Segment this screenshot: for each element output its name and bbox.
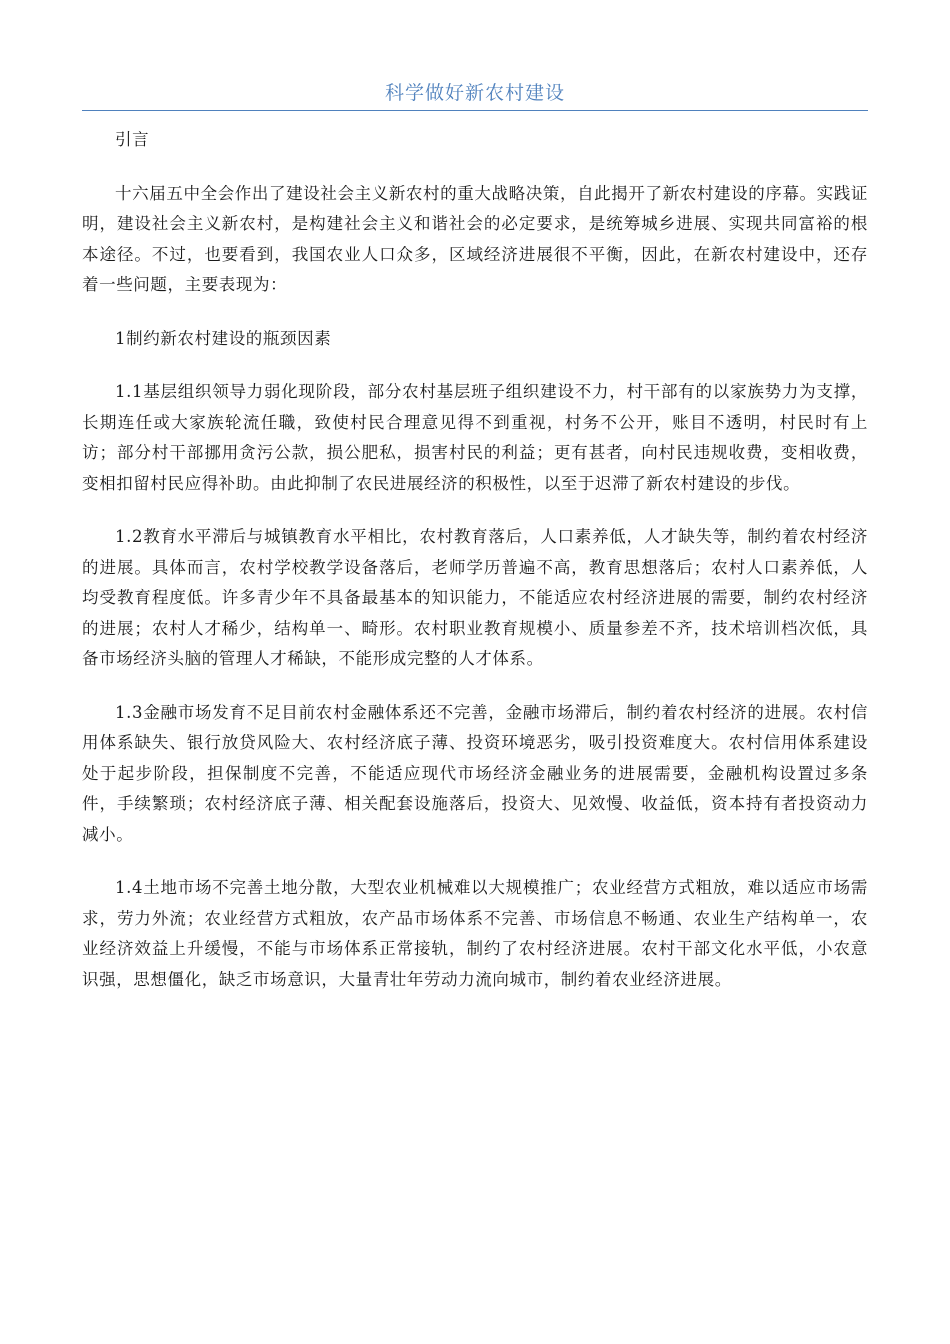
section-paragraph-1-2: 1.2教育水平滞后与城镇教育水平相比，农村教育落后，人口素养低，人才缺失等，制约着农村经济的进展。具体而言，农村学校教学设备落后，老师学历普遍不高，教育思想落后；农村人口素养低，人均受教育程度低。许多青少年不具备最基本的知识能力，不能适应农村经济进展的需要，制约农村经济的进展；农村人才稀少，结构单一、畸形。农村职业教育规模小、质量参差不齐，技术培训档次低，具备市场经济头脑的管理人才稀缺，不能形成完整的人才体系。 [82,527,868,668]
section-heading: 1制约新农村建设的瓶颈因素 [115,328,332,348]
document-title: 科学做好新农村建设 [384,82,565,104]
intro-paragraph: 十六届五中全会作出了建设社会主义新农村的重大战略决策，自此揭开了新农村建设的序幕。实践证明，建设社会主义新农村，是构建社会主义和谐社会的必定要求，是统筹城乡进展、实现共同富裕的根本途径。不过，也要看到，我国农业人口众多，区域经济进展很不平衡，因此，在新农村建设中，还存着一些问题，主要表现为： [82,183,868,294]
section-paragraph-1-4: 1.4土地市场不完善土地分散，大型农业机械难以大规模推广；农业经营方式粗放，难以适应市场需求，劳力外流；农业经营方式粗放，农产品市场体系不完善、市场信息不畅通、农业生产结构单一，农业经济效益上升缓慢，不能与市场体系正常接轨，制约了农村经济进展。农村干部文化水平低，小农意识强，思想僵化，缺乏市场意识，大量青壮年劳动力流向城市，制约着农业经济进展。 [82,878,868,989]
document-body [82,125,868,1018]
document-header [82,80,868,111]
section-paragraph-1-1: 1.1基层组织领导力弱化现阶段，部分农村基层班子组织建设不力，村干部有的以家族势力为支撑，长期连任或大家族轮流任職，致使村民合理意见得不到重视，村务不公开，账目不透明，村民时有上访；部分村干部挪用贪污公款，损公肥私，损害村民的利益；更有甚者，向村民违规收费，变相收费，变相扣留村民应得补助。由此抑制了农民进展经济的积极性，以至于迟滞了新农村建设的步伐。 [82,382,868,493]
section-paragraph-1-3: 1.3金融市场发育不足目前农村金融体系还不完善，金融市场滞后，制约着农村经济的进展。农村信用体系缺失、银行放贷风险大、农村经济底子薄、投资环境恶劣，吸引投资难度大。农村信用体系建设处于起步阶段，担保制度不完善，不能适应现代市场经济金融业务的进展需要，金融机构设置过多条件，手续繁琐；农村经济底子薄、相关配套设施落后，投资大、见效慢、收益低，资本持有者投资动力减小。 [82,702,868,844]
intro-heading: 引言 [115,130,150,149]
